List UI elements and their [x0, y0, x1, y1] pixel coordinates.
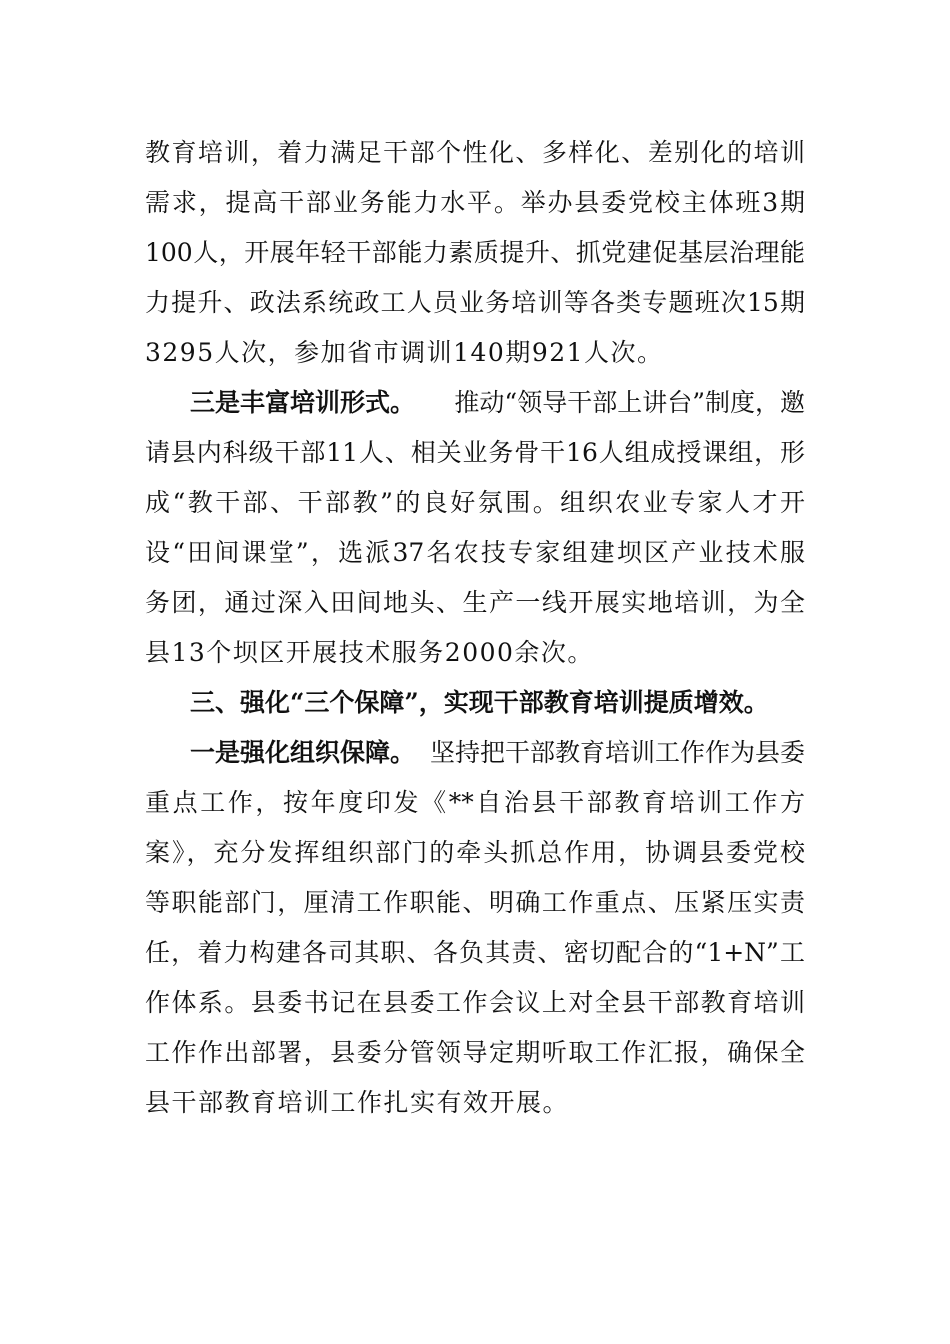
paragraph-first-line — [190, 735, 805, 771]
paragraph-line: 县13个坝区开展技术服务2000余次。 — [145, 638, 594, 667]
paragraph-line: 3295人次，参加省市调训140期921人次。 — [145, 338, 664, 367]
paragraph-line: 力提升、政法系统政工人员业务培训等各类专题班次15期 — [145, 288, 805, 317]
paragraph-line: 作体系。县委书记在县委工作会议上对全县干部教育培训 — [145, 988, 805, 1017]
paragraph-line: 重点工作，按年度印发《**自治县干部教育培训工作方 — [145, 788, 805, 817]
paragraph-line: 县干部教育培训工作扎实有效开展。 — [145, 1088, 570, 1117]
paragraph-line: 成“教干部、干部教”的良好氛围。组织农业专家人才开 — [145, 488, 805, 517]
paragraph-line: 推动“领导干部上讲台”制度，邀 — [454, 388, 805, 417]
paragraph-line: 案》，充分发挥组织部门的牵头抓总作用，协调县委党校 — [145, 838, 805, 867]
paragraph-line: 务团，通过深入田间地头、生产一线开展实地培训，为全 — [145, 588, 805, 617]
paragraph-lead: 三是丰富培训形式。 — [190, 388, 416, 417]
paragraph-line: 任，着力构建各司其职、各负其责、密切配合的“1+N”工 — [145, 938, 805, 967]
paragraph-line: 请县内科级干部11人、相关业务骨干16人组成授课组，形 — [145, 438, 805, 467]
paragraph-line: 工作作出部署，县委分管领导定期听取工作汇报，确保全 — [145, 1038, 805, 1067]
paragraph-line: 坚持把干部教育培训工作作为县委 — [429, 738, 805, 767]
section-heading: 三、强化“三个保障”，实现干部教育培训提质增效。 — [190, 688, 769, 717]
paragraph-line: 教育培训，着力满足干部个性化、多样化、差别化的培训 — [145, 138, 805, 167]
paragraph-line: 需求，提高干部业务能力水平。举办县委党校主体班3期 — [145, 188, 805, 217]
paragraph-lead: 一是强化组织保障。 — [190, 738, 416, 767]
paragraph-line: 100人，开展年轻干部能力素质提升、抓党建促基层治理能 — [145, 238, 805, 267]
paragraph-line: 等职能部门，厘清工作职能、明确工作重点、压紧压实责 — [145, 888, 805, 917]
paragraph-line: 设“田间课堂”，选派37名农技专家组建坝区产业技术服 — [145, 538, 805, 567]
paragraph-first-line — [190, 385, 805, 421]
